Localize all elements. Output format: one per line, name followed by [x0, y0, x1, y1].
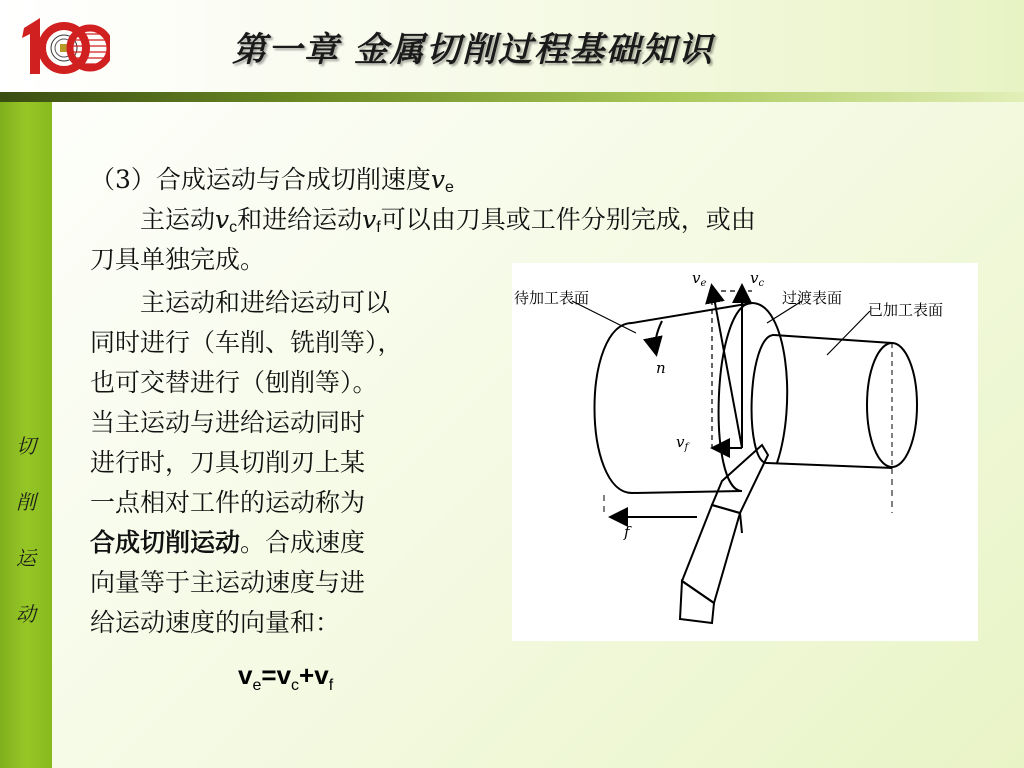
sidebar-char: 动 [16, 602, 36, 626]
formula-plus: + [299, 660, 315, 690]
p1-text-c: 可以由刀具或工件分别完成，或由 [380, 205, 756, 234]
sidebar-section-label [0, 432, 52, 656]
p1-sub-c: c [229, 219, 238, 236]
paragraph-2-line: 向量等于主运动速度与进 [90, 568, 366, 597]
paragraph-2-line-bold [90, 523, 365, 562]
bold-term: 合成切削运动 [90, 528, 241, 557]
label-unmachined-surface: 待加工表面 [514, 289, 590, 307]
p1-text-a: 主运动 [140, 205, 216, 234]
paragraph-2-line: 同时进行（车削、铣削等）， [90, 328, 403, 357]
page-title: 第一章 金属切削过程基础知识 [232, 30, 714, 70]
cutting-motion-figure [512, 263, 978, 641]
header [0, 0, 1024, 92]
sidebar-char: 运 [16, 546, 36, 570]
p1-text-b: 和进给运动 [237, 205, 363, 234]
formula-vc-sub: c [291, 677, 300, 694]
workpiece-left-end [595, 323, 633, 493]
heading-sub: e [445, 179, 454, 196]
paragraph-2-line: 进行时，刀具切削刃上某 [90, 448, 366, 477]
p1-var-vf: v [362, 205, 377, 234]
sidebar-char: 切 [16, 434, 36, 458]
label-f: f [624, 523, 630, 541]
label-n: n [656, 359, 666, 377]
label-machined-surface: 已加工表面 [868, 301, 944, 319]
paragraph-2-line: 主运动和进给运动可以 [140, 288, 391, 317]
paragraph-2-line: 当主运动与进给运动同时 [90, 408, 366, 437]
university-100-logo-icon [18, 14, 110, 80]
formula-ve: v [238, 660, 253, 690]
label-transition-surface: 过渡表面 [782, 289, 843, 307]
header-divider [0, 92, 1024, 102]
formula-vc: v [276, 660, 292, 690]
sidebar-char: 削 [16, 490, 36, 514]
after-bold-text: 。合成速度 [240, 528, 366, 557]
heading-var: v [430, 165, 446, 194]
label-vf: $v_f$ [676, 433, 689, 453]
turning-diagram [512, 263, 978, 641]
label-vc: $v_c$ [750, 269, 765, 289]
formula-vf-sub: f [328, 677, 334, 694]
p1-var-vc: v [215, 205, 230, 234]
heading-text: （3）合成运动与合成切削速度 [90, 165, 431, 194]
workpiece-bottom-edge [632, 491, 742, 493]
p1-sub-f: f [376, 219, 381, 236]
formula-ve-sub: e [252, 677, 262, 694]
sidebar [0, 102, 52, 768]
paragraph-2-line: 给运动速度的向量和： [90, 608, 341, 637]
paragraph-2-line: 一点相对工件的运动称为 [90, 488, 366, 517]
paragraph-1-line-2: 刀具单独完成。 [90, 245, 266, 274]
label-ve: $v_e$ [692, 269, 707, 289]
paragraph-2-line: 也可交替进行（刨削等）。 [90, 368, 378, 397]
velocity-formula [238, 660, 333, 695]
formula-equals: = [261, 660, 277, 690]
formula-vf: v [314, 660, 329, 690]
